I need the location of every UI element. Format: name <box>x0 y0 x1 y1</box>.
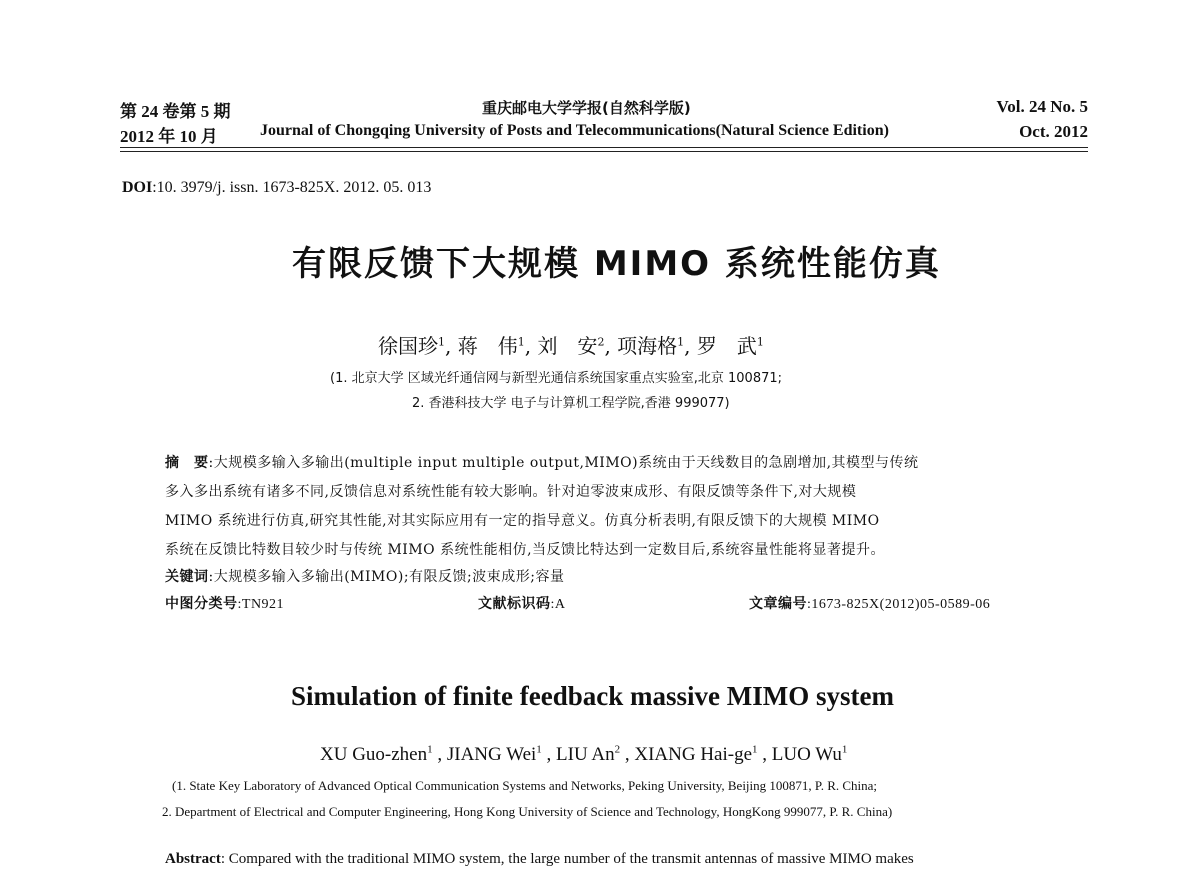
abstract-cn-label: 摘 要 <box>165 455 209 471</box>
doi-line <box>122 177 431 197</box>
keywords-cn: 关键词:大规模多输入多输出(MIMO);有限反馈;波束成形;容量 <box>165 569 565 585</box>
author-en: XU Guo-zhen$^1$ , <box>320 743 447 765</box>
author-cn: 刘 安$^2$, <box>537 334 611 358</box>
abstract-cn-line-2: 多入多出系统有诸多不同,反馈信息对系统性能有较大影响。针对迫零波束成形、有限反馈等条件下,对大规模 <box>165 484 857 500</box>
title-cn: 有限反馈下大规模 MIMO 系统性能仿真 <box>292 244 941 284</box>
author-en: LUO Wu$^1$ <box>771 743 848 765</box>
author-en: LIU An$^2$ , <box>556 743 635 765</box>
clc-number: 中图分类号:TN921 <box>165 596 285 612</box>
header-rule-top <box>120 147 1088 148</box>
header-rule-bottom <box>120 151 1088 152</box>
abstract-cn-line-1: 摘 要:大规模多输入多输出(multiple input multiple output,MIMO)系统由于天线数目的急剧增加,其模型与传统 <box>165 455 919 471</box>
header-date-cn: 2012 年 10 月 <box>120 127 218 146</box>
affiliation-cn-2: 2. 香港科技大学 电子与计算机工程学院,香港 999077) <box>412 396 730 411</box>
affiliation-cn-1: (1. 北京大学 区域光纤通信网与新型光通信系统国家重点实验室,北京 100871; <box>330 371 783 386</box>
header-journal-cn: 重庆邮电大学学报(自然科学版) <box>482 99 691 117</box>
affiliation-en-2: 2. Department of Electrical and Computer Engineering, Hong Kong University of Science and Technology, HongKong 999077, P. R. China) <box>162 804 893 819</box>
authors-cn <box>378 330 764 359</box>
header-issue: 第 24 卷第 5 期 <box>120 102 231 121</box>
title-en: Simulation of finite feedback massive MIMO system <box>291 681 894 711</box>
document-code: 文献标识码:A <box>478 596 566 612</box>
author-en: JIANG Wei$^1$ , <box>446 743 557 765</box>
author-cn: 徐国珍$^1$, <box>378 334 452 358</box>
affiliation-en-1: (1. State Key Laboratory of Advanced Optical Communication Systems and Networks, Peking University, Beijing 100871, P. R. China; <box>172 778 878 793</box>
authors-en <box>320 744 847 766</box>
author-cn: 项海格$^1$, <box>617 334 691 358</box>
doi-label: DOI <box>122 179 153 196</box>
header-date-en: Oct. 2012 <box>1019 122 1088 141</box>
author-en: XIANG Hai-$ge^1$ , <box>634 743 772 765</box>
doi-value: :10. 3979/j. issn. 1673-825X. 2012. 05. 013 <box>152 179 432 196</box>
abstract-en-label: Abstract <box>165 851 221 867</box>
abstract-cn-line-4: 系统在反馈比特数目较少时与传统 MIMO 系统性能相仿,当反馈比特达到一定数目后,系统容量性能将显著提升。 <box>165 542 885 558</box>
header-volume: Vol. 24 No. 5 <box>996 97 1088 116</box>
keywords-cn-label: 关键词 <box>165 569 209 585</box>
author-cn: 罗 武$^1$ <box>696 334 764 358</box>
header-journal-en: Journal of Chongqing University of Posts and Telecommunications(Natural Science Edition) <box>260 122 889 139</box>
abstract-cn-line-3: MIMO 系统进行仿真,研究其性能,对其实际应用有一定的指导意义。仿真分析表明,有限反馈下的大规模 MIMO <box>165 513 880 529</box>
article-number: 文章编号:1673-825X(2012)05-0589-06 <box>749 596 991 612</box>
abstract-en-line-1: Abstract: Compared with the traditional MIMO system, the large number of the transmit antennas of massive MIMO makes <box>165 851 914 867</box>
author-cn: 蒋 伟$^1$, <box>457 334 532 358</box>
